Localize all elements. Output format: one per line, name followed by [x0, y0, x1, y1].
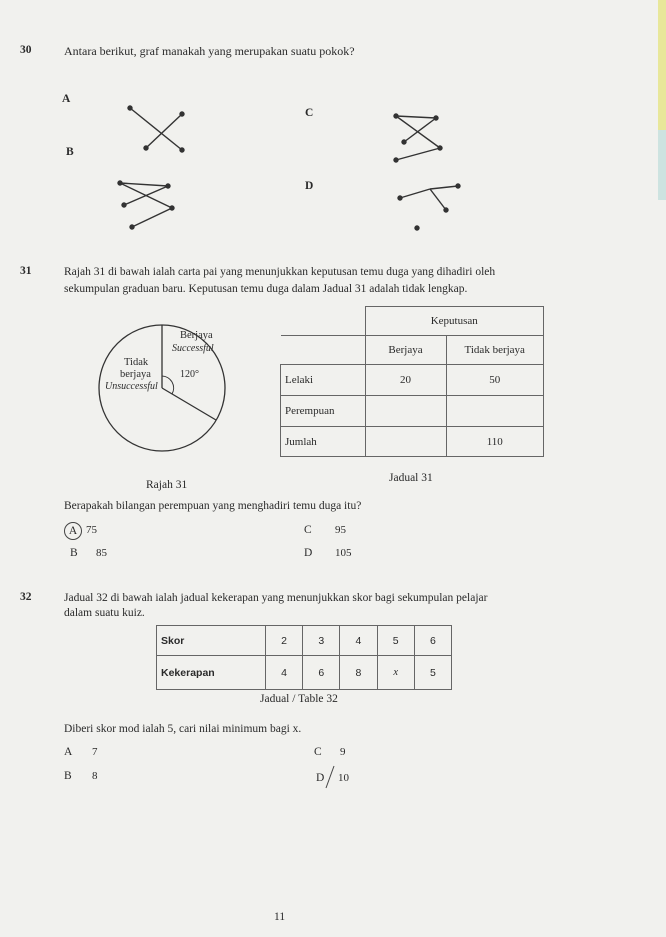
q31-text-line2: sekumpulan graduan baru. Keputusan temu duga dalam Jadual 31 adalah tidak lengkap.	[64, 283, 468, 295]
table31-row-label: Jumlah	[281, 427, 366, 457]
q30-option-b-letter[interactable]: B	[66, 146, 74, 158]
table32-cell: x	[377, 656, 414, 690]
table32-caption: Jadual / Table 32	[260, 693, 338, 705]
q32-option-a-letter[interactable]: A	[64, 746, 73, 758]
q32-option-c-value: 9	[340, 746, 346, 758]
q32-text-line2: dalam suatu kuiz.	[64, 607, 145, 619]
table32-row-label: Kekerapan	[157, 656, 266, 690]
q31-option-d-value: 105	[335, 547, 352, 559]
pen-mark-icon	[322, 764, 338, 790]
table-31	[280, 306, 544, 457]
q30-number: 30	[20, 44, 32, 56]
table32-cell: 6	[303, 656, 340, 690]
edge-strip-yellow	[658, 0, 666, 130]
table32-cell: 2	[266, 626, 303, 656]
table32-cell: 3	[303, 626, 340, 656]
pie-caption: Rajah 31	[146, 479, 188, 491]
q32-number: 32	[20, 591, 32, 603]
table-row	[281, 427, 544, 457]
table32-cell: 8	[340, 656, 377, 690]
edge-strip-teal	[658, 130, 666, 200]
pie-label-berjaya: Berjaya	[180, 330, 213, 341]
q31-number: 31	[20, 265, 32, 277]
table31-cell: 50	[446, 365, 544, 396]
table-32	[156, 625, 452, 690]
table31-cell	[365, 427, 446, 457]
table31-row-label: Perempuan	[281, 396, 366, 427]
table32-cell: 4	[340, 626, 377, 656]
q32-option-b-letter[interactable]: B	[64, 770, 72, 782]
pie-label-successful: Successful	[172, 343, 214, 354]
q32-option-b-value: 8	[92, 770, 98, 782]
table31-row-label: Lelaki	[281, 365, 366, 396]
q30-option-c-letter[interactable]: C	[305, 107, 314, 119]
table32-cell: 4	[266, 656, 303, 690]
q32-question: Diberi skor mod ialah 5, cari nilai minimum bagi x.	[64, 723, 302, 735]
pie-label-unsuccessful: Unsuccessful	[105, 381, 158, 392]
q32-option-d-letter[interactable]: D	[316, 772, 325, 784]
q30-text: Antara berikut, graf manakah yang merupakan suatu pokok?	[64, 44, 355, 58]
q32-text-line1: Jadual 32 di bawah ialah jadual kekerapan yang menunjukkan skor bagi sekumpulan pelajar	[64, 592, 488, 604]
q31-text-line1: Rajah 31 di bawah ialah carta pai yang menunjukkan keputusan temu duga yang dihadiri oleh	[64, 266, 496, 278]
table31-col-berjaya: Berjaya	[365, 336, 446, 365]
table-row	[281, 365, 544, 396]
page-number: 11	[274, 911, 286, 923]
q31-option-c-letter[interactable]: C	[304, 524, 312, 536]
table32-cell: 5	[377, 626, 414, 656]
table31-cell	[365, 396, 446, 427]
q32-option-d-value: 10	[338, 772, 349, 784]
q32-option-a-value: 7	[92, 746, 98, 758]
table31-cell	[446, 396, 544, 427]
table31-header: Keputusan	[365, 307, 544, 336]
q31-option-c-value: 95	[335, 524, 346, 536]
q31-option-a[interactable]	[64, 521, 82, 540]
table32-row-label: Skor	[157, 626, 266, 656]
q31-question: Berapakah bilangan perempuan yang menghadiri temu duga itu?	[64, 500, 362, 512]
pie-angle-label: 120°	[180, 369, 199, 380]
pie-label-berjaya2: berjaya	[120, 369, 151, 380]
q31-option-d-letter[interactable]: D	[304, 547, 313, 559]
q32-option-c-letter[interactable]: C	[314, 746, 322, 758]
table31-cell: 20	[365, 365, 446, 396]
q31-option-a-letter: A	[64, 522, 82, 540]
table-row	[281, 396, 544, 427]
q31-option-b-letter[interactable]: B	[70, 547, 78, 559]
q30-option-a-letter[interactable]: A	[62, 93, 71, 105]
table31-col-tidak-berjaya: Tidak berjaya	[446, 336, 544, 365]
table32-cell: 5	[414, 656, 451, 690]
q31-option-b-value: 85	[96, 547, 107, 559]
q31-option-a-value: 75	[86, 524, 97, 536]
table31-cell: 110	[446, 427, 544, 457]
table32-cell: 6	[414, 626, 451, 656]
q30-option-d-letter[interactable]: D	[305, 180, 314, 192]
pie-label-tidak: Tidak	[124, 357, 149, 368]
table31-caption: Jadual 31	[389, 472, 433, 484]
